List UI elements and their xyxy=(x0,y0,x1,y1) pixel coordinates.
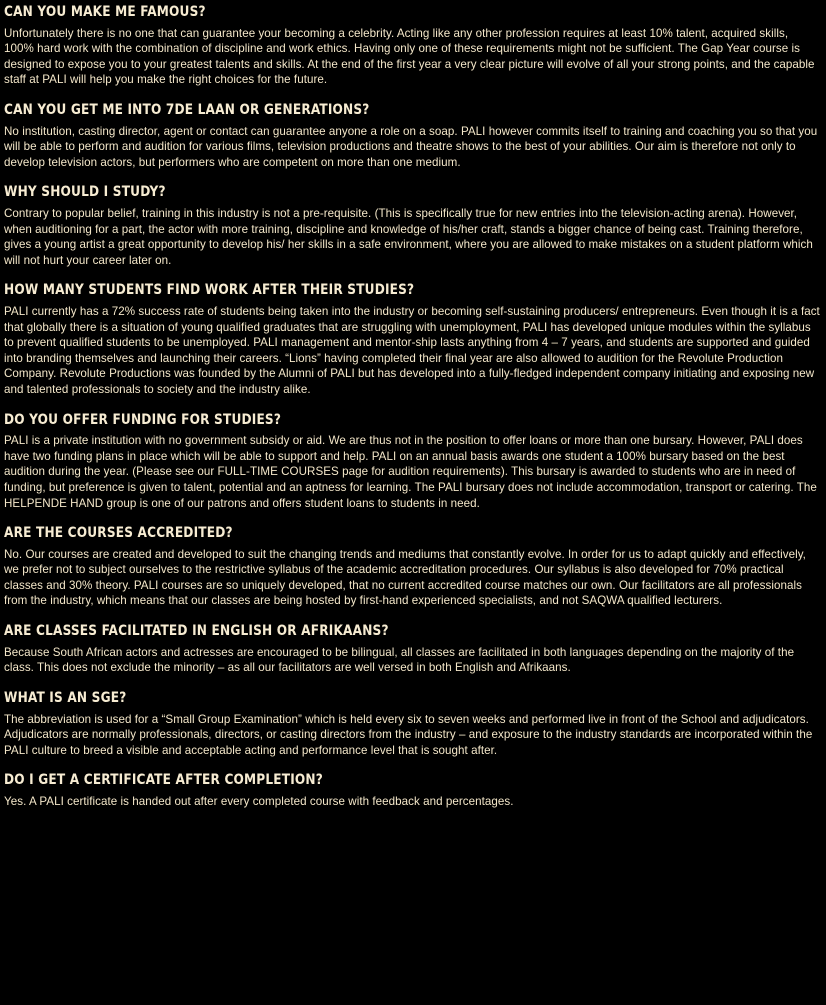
faq-answer: PALI currently has a 72% success rate of students being taken into the industry or becoming self-sustaining producers/ entrepreneurs. Even though it is a fact that globally there is a situation of young qualified graduates that are struggling with unemployment, PALI has developed unique modules within the syllabus to prevent qualified students to be unemployed. PALI management and mentor-ship lasts anything from 4 – 7 years, and students are supported and guided into branding themselves and launching their careers. “Lions” having completed their final year are also allowed to audition for the Revolute Production Company. Revolute Productions was founded by the Alumni of PALI but has developed into a fully-fledged independent company initiating and exposing new and talented professionals to society and the industry alike. xyxy=(4,305,820,396)
faq-answer: PALI is a private institution with no government subsidy or aid. We are thus not in the position to offer loans or more than one bursary. However, PALI does have two funding plans in place which will be able to support and help. PALI on an annual basis awards one student a 100% bursary based on the best audition during the year. (Please see our FULL-TIME COURSES page for audition requirements). This bursary is awarded to students who are in need of funding, but preference is given to talent, potential and an aptness for learning. The PALI bursary does not include accommodation, transport or catering. The HELPENDE HAND group is one of our patrons and offers student loans to students in need. xyxy=(4,434,817,510)
faq-item xyxy=(4,4,820,88)
faq-item xyxy=(4,772,820,809)
faq-question: WHAT IS AN SGE? xyxy=(4,689,127,706)
faq-item xyxy=(4,102,820,170)
faq-question: HOW MANY STUDENTS FIND WORK AFTER THEIR STUDIES? xyxy=(4,282,415,299)
faq-item xyxy=(4,184,820,268)
faq-answer: Unfortunately there is no one that can guarantee your becoming a celebrity. Acting like any other profession requires at least 10% talent, acquired skills, 100% hard work with the combination of discipline and work ethics. Having only one of these requirements might not be sufficient. The Gap Year course is designed to expose you to your greatest talents and skills. At the end of the first year a very clear picture will evolve of all your strong points, and the capable staff at PALI will help you make the right choices for the future. xyxy=(4,26,815,87)
faq-question: WHY SHOULD I STUDY? xyxy=(4,184,166,201)
faq-item xyxy=(4,282,820,397)
faq-item xyxy=(4,623,820,676)
faq-answer: Because South African actors and actresses are encouraged to be bilingual, all classes are facilitated in both languages depending on the majority of the class. This does not exclude the minority – as all our facilitators are well versed in both English and Afrikaans. xyxy=(4,645,795,675)
faq-item xyxy=(4,690,820,758)
faq-question: ARE THE COURSES ACCREDITED? xyxy=(4,525,233,542)
faq-question: DO YOU OFFER FUNDING FOR STUDIES? xyxy=(4,411,282,428)
faq-answer: No. Our courses are created and developed to suit the changing trends and mediums that constantly evolve. In order for us to adapt quickly and effectively, we prefer not to subject ourselves to the restrictive syllabus of the academic accreditation procedures. Our syllabus is also developed for 70% practical classes and 30% theory. PALI courses are so uniquely developed, that no current accredited course matches our own. Our facilitators are all professionals from the industry, which means that our classes are being hosted by first-hand experienced specialists, and not SAQWA qualified lecturers. xyxy=(4,547,806,608)
faq-answer: Yes. A PALI certificate is handed out after every completed course with feedback and percentages. xyxy=(4,794,514,808)
faq-question: CAN YOU GET ME INTO 7DE LAAN OR GENERATIONS? xyxy=(4,101,370,118)
faq-answer: Contrary to popular belief, training in this industry is not a pre-requisite. (This is specifically true for new entries into the television-acting arena). However, when auditioning for a part, the actor with more training, discipline and knowledge of his/her craft, stands a bigger chance of being cast. Training therefore, gives a young artist a great opportunity to develop his/ her skills in a safe environment, where you are allowed to make mistakes on a student platform which will not hurt your career later on. xyxy=(4,207,813,267)
faq-question: DO I GET A CERTIFICATE AFTER COMPLETION? xyxy=(4,772,323,789)
faq-answer: The abbreviation is used for a “Small Group Examination” which is held every six to seven weeks and performed live in front of the School and adjudicators. Adjudicators are normally professionals, directors, or casting directors from the industry – and exposure to the industry standards are incorporated within the PALI culture to breed a visible and acceptable acting and performance level that is sought after. xyxy=(4,712,813,757)
faq-item xyxy=(4,525,820,609)
faq-answer: No institution, casting director, agent or contact can guarantee anyone a role on a soap. PALI however commits itself to training and coaching you so that you will be able to perform and audition for various films, television productions and theatre shows to the best of your abilities. Our aim is therefore not only to develop television actors, but performers who are competent on more than one medium. xyxy=(4,124,818,169)
faq-question: ARE CLASSES FACILITATED IN ENGLISH OR AFRIKAANS? xyxy=(4,623,389,640)
faq-question: CAN YOU MAKE ME FAMOUS? xyxy=(4,4,206,20)
faq-item xyxy=(4,412,820,512)
